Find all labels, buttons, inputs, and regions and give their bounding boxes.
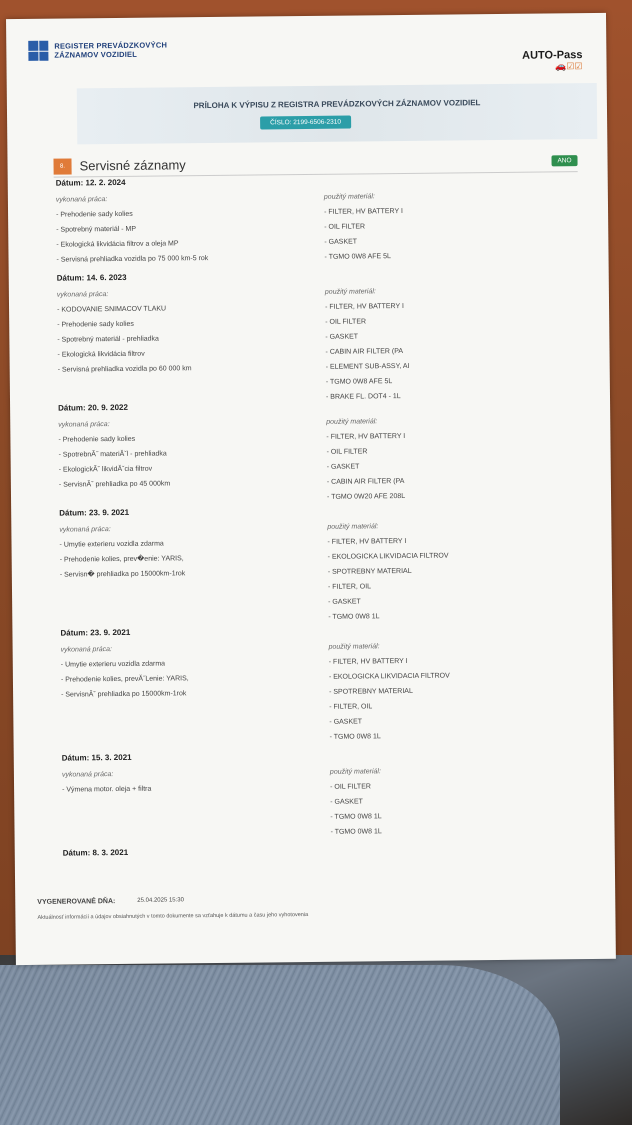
- document-number: ČÍSLO: 2199-6506-2310: [260, 116, 351, 130]
- work-item: - Prehodenie kolies, prev�enie: YARIS,: [59, 555, 184, 564]
- material-item: - OIL FILTER: [330, 783, 371, 791]
- work-item: - ServisnĂˇ prehliadka po 15000km-1rok: [61, 690, 187, 699]
- status-badge: ANO: [551, 155, 577, 166]
- material-label: použitý materiál:: [328, 643, 380, 651]
- work-item: - Servisná prehliadka vozidla po 60 000 km: [57, 365, 192, 374]
- material-label: použitý materiál:: [329, 768, 381, 776]
- material-item: - BRAKE FL. DOT4 - 1L: [325, 393, 401, 401]
- material-item: - GASKET: [330, 798, 363, 806]
- org-line2: ZÁZNAMOV VOZIDIEL: [54, 49, 138, 60]
- work-item: - Prehodenie sady kolies: [57, 320, 134, 329]
- material-item: - FILTER, HV BATTERY I: [328, 657, 408, 666]
- work-item: - Servisná prehliadka vozidla po 75 000 km-5 rok: [56, 255, 209, 264]
- material-item: - ELEMENT SUB-ASSY, AI: [325, 362, 410, 371]
- work-item: - Spotrebný materiál - prehliadka: [57, 335, 159, 344]
- material-item: - OIL FILTER: [324, 223, 366, 231]
- service-entry: [59, 503, 580, 628]
- work-column: [56, 190, 317, 268]
- work-column: [59, 520, 320, 583]
- section-title: Servisné záznamy: [79, 157, 186, 174]
- material-label: použitý materiál:: [327, 523, 379, 531]
- work-item: - Prehodenie sady kolies: [56, 210, 133, 219]
- footer-note: Aktuálnosť informácií a údajov obsiahnutých v tomto dokumente sa vzťahuje k dátumu a času jeho vyhotovenia: [37, 912, 309, 921]
- work-item: - Spotrebný materiál - MP: [56, 225, 137, 234]
- work-column: [62, 765, 322, 798]
- work-label: vykonaná práca:: [60, 646, 113, 654]
- section-number: 8.: [53, 158, 71, 174]
- work-item: - Ekologická likvidácia filtrov: [57, 350, 145, 359]
- generated-value: 25.04.2025 15:30: [137, 897, 185, 904]
- material-item: - FILTER, HV BATTERY I: [326, 432, 406, 441]
- work-item: - Ekologická likvidácia filtrov a oleja MP: [56, 240, 179, 249]
- material-item: - CABIN AIR FILTER (PA: [326, 477, 405, 486]
- jeans-fabric: [0, 965, 560, 1125]
- page-title: PRÍLOHA K VÝPISU Z REGISTRA PREVÁDZKOVÝCH ZÁZNAMOV VOZIDIEL: [193, 98, 481, 111]
- document-page: [6, 13, 616, 965]
- title-banner: [77, 83, 598, 144]
- material-item: - EKOLOGICKA LIKVIDACIA FILTROV: [328, 672, 450, 681]
- material-column: [329, 637, 550, 744]
- material-item: - FILTER, OIL: [329, 703, 373, 711]
- service-entry: [60, 623, 581, 753]
- material-column: [324, 188, 545, 265]
- entry-date: Dátum: 14. 6. 2023: [56, 272, 127, 283]
- material-column: [326, 413, 547, 505]
- generated-label: VYGENEROVANÉ DŇA:: [37, 898, 116, 906]
- footer: [37, 893, 597, 921]
- material-item: - CABIN AIR FILTER (PA: [325, 348, 404, 356]
- work-item: - Umytie exterieru vozidla zdarma: [59, 540, 164, 549]
- material-column: [330, 762, 551, 839]
- material-item: - OIL FILTER: [325, 318, 367, 326]
- work-item: - Prehodenie kolies, prevĂ˝Lenie: YARIS,: [60, 675, 189, 684]
- entry-date: Dátum: 20. 9. 2022: [58, 402, 128, 413]
- service-entry: [58, 398, 579, 508]
- autopass-logo: [522, 49, 583, 73]
- work-label: vykonaná práca:: [55, 196, 108, 204]
- work-item: - EkologickĂˇ likvidĂˇcia filtrov: [58, 465, 153, 474]
- material-item: - GASKET: [328, 598, 361, 606]
- material-item: - FILTER, HV BATTERY I: [325, 302, 404, 311]
- work-label: vykonaná práca:: [61, 771, 114, 779]
- material-item: - GASKET: [329, 718, 363, 726]
- service-entry: [56, 173, 577, 283]
- register-logo-icon: [28, 41, 48, 61]
- material-item: - GASKET: [324, 238, 358, 246]
- material-column: [325, 283, 546, 405]
- entry-date: Dátum: 23. 9. 2021: [59, 507, 130, 518]
- entry-date: Dátum: 12. 2. 2024: [55, 177, 126, 188]
- car-check-icon: 🚗☑☑: [555, 61, 583, 72]
- material-item: - SPOTREBNY MATERIAL: [329, 687, 413, 696]
- work-label: vykonaná práca:: [56, 291, 109, 299]
- work-item: - ServisnĂˇ prehliadka po 45 000km: [58, 480, 171, 489]
- material-label: použitý materiál:: [326, 418, 378, 426]
- work-label: vykonaná práca:: [59, 526, 111, 534]
- material-item: - TGMO 0W8 1L: [328, 613, 380, 621]
- work-item: - Prehodenie sady kolies: [58, 435, 136, 444]
- material-item: - OIL FILTER: [326, 448, 368, 456]
- material-label: použitý materiál:: [324, 288, 376, 296]
- register-logo: [28, 39, 167, 60]
- material-item: - TGMO 0W20 AFE 208L: [327, 492, 406, 501]
- work-item: - Výmena motor. oleja + filtra: [62, 785, 152, 794]
- entry-date: Dátum: 8. 3. 2021: [62, 847, 129, 858]
- entry-date: Dátum: 15. 3. 2021: [61, 752, 132, 763]
- material-item: - FILTER, OIL: [327, 583, 372, 591]
- material-item: - FILTER, HV BATTERY I: [327, 537, 407, 546]
- service-entry: [57, 268, 578, 403]
- material-label: použitý materiál:: [323, 193, 375, 201]
- material-item: - TGMO 0W8 AFE 5L: [324, 253, 391, 261]
- material-item: - GASKET: [325, 333, 359, 341]
- work-item: - KODOVANIE SNIMACOV TLAKU: [57, 305, 167, 314]
- org-line1: REGISTER PREVÁDZKOVÝCH: [54, 40, 168, 51]
- material-item: - TGMO 0W8 1L: [329, 733, 381, 741]
- work-item: - Umytie exterieru vozidla zdarma: [60, 660, 166, 669]
- work-item: - Servisn� prehliadka po 15000km-1rok: [59, 570, 186, 579]
- work-column: [61, 640, 322, 703]
- material-item: - GASKET: [326, 463, 360, 471]
- brand-name: AUTO-Pass: [522, 49, 583, 62]
- work-item: - SpotrebnĂ˝ materiĂˇl - prehliadka: [58, 450, 167, 459]
- work-column: [58, 415, 319, 493]
- material-item: - FILTER, HV BATTERY I: [324, 207, 403, 216]
- service-entry: [63, 843, 583, 868]
- material-item: - TGMO 0W8 AFE 5L: [325, 378, 393, 386]
- material-item: - SPOTREBNY MATERIAL: [327, 567, 412, 576]
- material-column: [327, 518, 548, 625]
- material-item: - EKOLOGICKA LIKVIDACIA FILTROV: [327, 552, 449, 561]
- work-label: vykonaná práca:: [58, 421, 110, 429]
- material-item: - TGMO 0W8 1L: [330, 813, 382, 821]
- material-item: - TGMO 0W8 1L: [330, 828, 382, 836]
- work-column: [57, 285, 318, 378]
- entry-date: Dátum: 23. 9. 2021: [60, 627, 131, 638]
- service-entry: [62, 748, 583, 848]
